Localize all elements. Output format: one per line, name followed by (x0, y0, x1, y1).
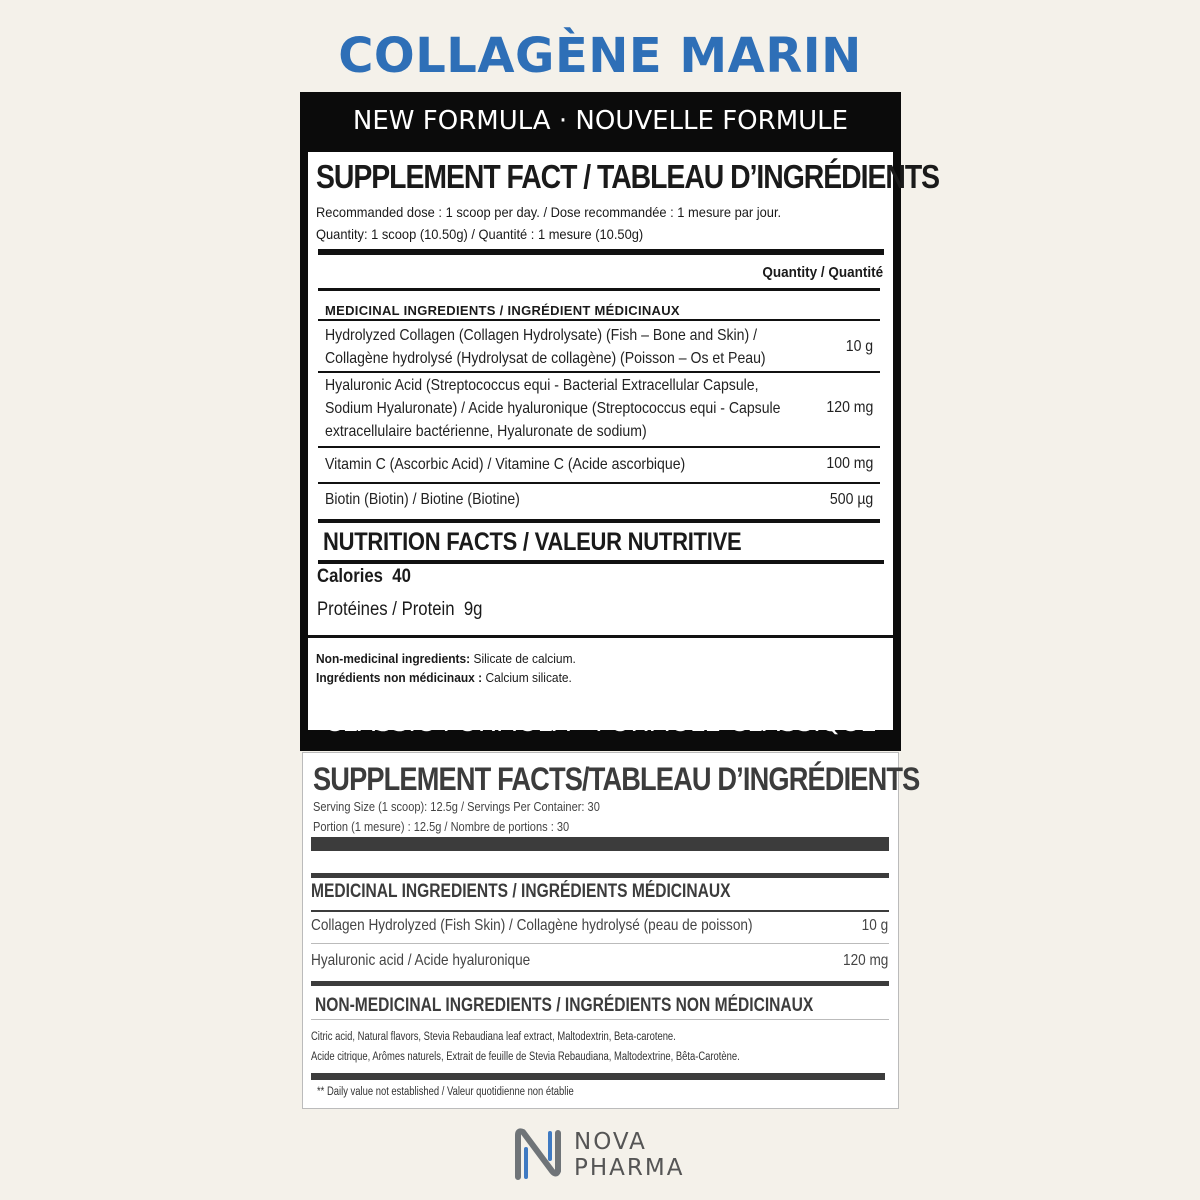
thick-divider (311, 1073, 885, 1080)
classic-heading: SUPPLEMENT FACTS/TABLEAU D’INGRÉDIENTS (313, 761, 920, 797)
classic-ingredient-collagen: Collagen Hydrolyzed (Fish Skin) / Collagène hydrolysé (peau de poisson) (311, 917, 753, 934)
recommended-dose: Recommanded dose : 1 scoop per day. / Dose recommandée : 1 mesure par jour. (316, 204, 782, 220)
thick-divider (318, 560, 884, 564)
ingredient-line: Biotin (Biotin) / Biotine (Biotine) (325, 491, 520, 508)
ingredient-line: Vitamin C (Ascorbic Acid) / Vitamine C (Acide ascorbique) (325, 456, 686, 473)
serving-size-fr: Portion (1 mesure) : 12.5g / Nombre de portions : 30 (313, 819, 570, 834)
row-divider (311, 943, 889, 944)
ingredient-row-collagen (325, 324, 766, 370)
row-divider (318, 446, 880, 448)
row-divider (318, 371, 880, 373)
protein-label: Protéines / Protein (317, 599, 455, 620)
nova-pharma-n-icon (512, 1127, 564, 1183)
classic-ingredient-hyaluronic: Hyaluronic acid / Acide hyaluronique (311, 952, 531, 969)
medicinal-ingredients-header: MEDICINAL INGREDIENTS / INGRÉDIENT MÉDICINAUX (325, 303, 680, 318)
protein-row (317, 599, 482, 621)
calories-label: Calories (317, 566, 383, 587)
thick-divider (318, 249, 884, 255)
thick-divider (311, 873, 889, 878)
logo-text-nova: NOVA (574, 1129, 647, 1155)
classic-footnote: ** Daily value not established / Valeur quotidienne non établie (317, 1086, 574, 1098)
nutrition-facts-header: NUTRITION FACTS / VALEUR NUTRITIVE (323, 528, 742, 556)
section-divider (318, 288, 880, 291)
classic-formula-label (302, 752, 920, 1109)
protein-value: 9g (463, 599, 483, 620)
logo-text-pharma: PHARMA (574, 1155, 685, 1181)
row-divider (311, 910, 889, 912)
new-formula-label (308, 152, 940, 730)
calories-value: 40 (392, 566, 411, 587)
classic-nonmedicinal-fr: Acide citrique, Arômes naturels, Extrait de feuille de Stevia Rebaudiana, Maltodextrine, Bêta-Carotène. (311, 1051, 740, 1063)
row-divider (318, 482, 880, 484)
nonmedicinal-en-value: Silicate de calcium. (473, 651, 576, 666)
row-divider (311, 1019, 889, 1020)
ingredient-amount: 500 µg (829, 491, 873, 508)
nonmedicinal-en (316, 651, 576, 666)
nova-pharma-logo (512, 1125, 692, 1185)
section-divider (308, 635, 893, 638)
ingredient-line: Collagène hydrolysé (Hydrolysat de collagène) (Poisson – Os et Peau) (325, 350, 766, 367)
ingredient-row-biotin (325, 488, 520, 511)
ingredient-row-hyaluronic (325, 374, 781, 443)
ingredient-amount: 10 g (845, 338, 873, 355)
quantity-column-header: Quantity / Quantité (762, 264, 883, 281)
new-formula-panel (300, 92, 940, 751)
classic-nonmedicinal-header: NON-MEDICINAL INGREDIENTS / INGRÉDIENTS NON MÉDICINAUX (315, 995, 814, 1016)
classic-ingredient-amount: 10 g (861, 917, 888, 934)
quantity-line: Quantity: 1 scoop (10.50g) / Quantité : 1 mesure (10.50g) (316, 226, 644, 242)
new-formula-band: NEW FORMULA · NOUVELLE FORMULE (352, 106, 849, 136)
nonmedicinal-fr-value: Calcium silicate. (485, 670, 572, 685)
classic-formula-band: CLASSIC FORMULA · FORMULE CLASSIQUE (324, 708, 877, 738)
page-title: COLLAGÈNE MARIN (338, 28, 862, 84)
ingredient-row-vitamin-c (325, 453, 685, 476)
ingredient-amount: 120 mg (826, 399, 873, 416)
classic-ingredient-amount: 120 mg (842, 952, 888, 969)
thick-divider (318, 519, 880, 523)
ingredient-line: Hyaluronic Acid (Streptococcus equi - Bacterial Extracellular Capsule, (325, 377, 759, 394)
ingredient-amount: 100 mg (826, 455, 873, 472)
thick-divider (311, 981, 889, 986)
nonmedicinal-fr (316, 670, 572, 685)
thick-divider (311, 837, 889, 851)
classic-medicinal-header: MEDICINAL INGREDIENTS / INGRÉDIENTS MÉDICINAUX (311, 881, 731, 902)
nonmedicinal-fr-label: Ingrédients non médicinaux : (316, 670, 483, 685)
supplement-fact-heading: SUPPLEMENT FACT / TABLEAU D’INGRÉDIENTS (316, 158, 940, 195)
classic-nonmedicinal-en: Citric acid, Natural flavors, Stevia Rebaudiana leaf extract, Maltodextrin, Beta-carotene. (311, 1031, 676, 1043)
ingredient-line: Hydrolyzed Collagen (Collagen Hydrolysate) (Fish – Bone and Skin) / (325, 327, 757, 344)
ingredient-line: extracellulaire bactérienne, Hyaluronate de sodium) (325, 423, 647, 440)
ingredient-line: Sodium Hyaluronate) / Acide hyaluronique (Streptococcus equi - Capsule (325, 400, 781, 417)
serving-size-en: Serving Size (1 scoop): 12.5g / Servings Per Container: 30 (313, 799, 600, 814)
nonmedicinal-en-label: Non-medicinal ingredients: (316, 651, 471, 666)
row-divider (318, 319, 880, 321)
calories-row (317, 566, 411, 588)
